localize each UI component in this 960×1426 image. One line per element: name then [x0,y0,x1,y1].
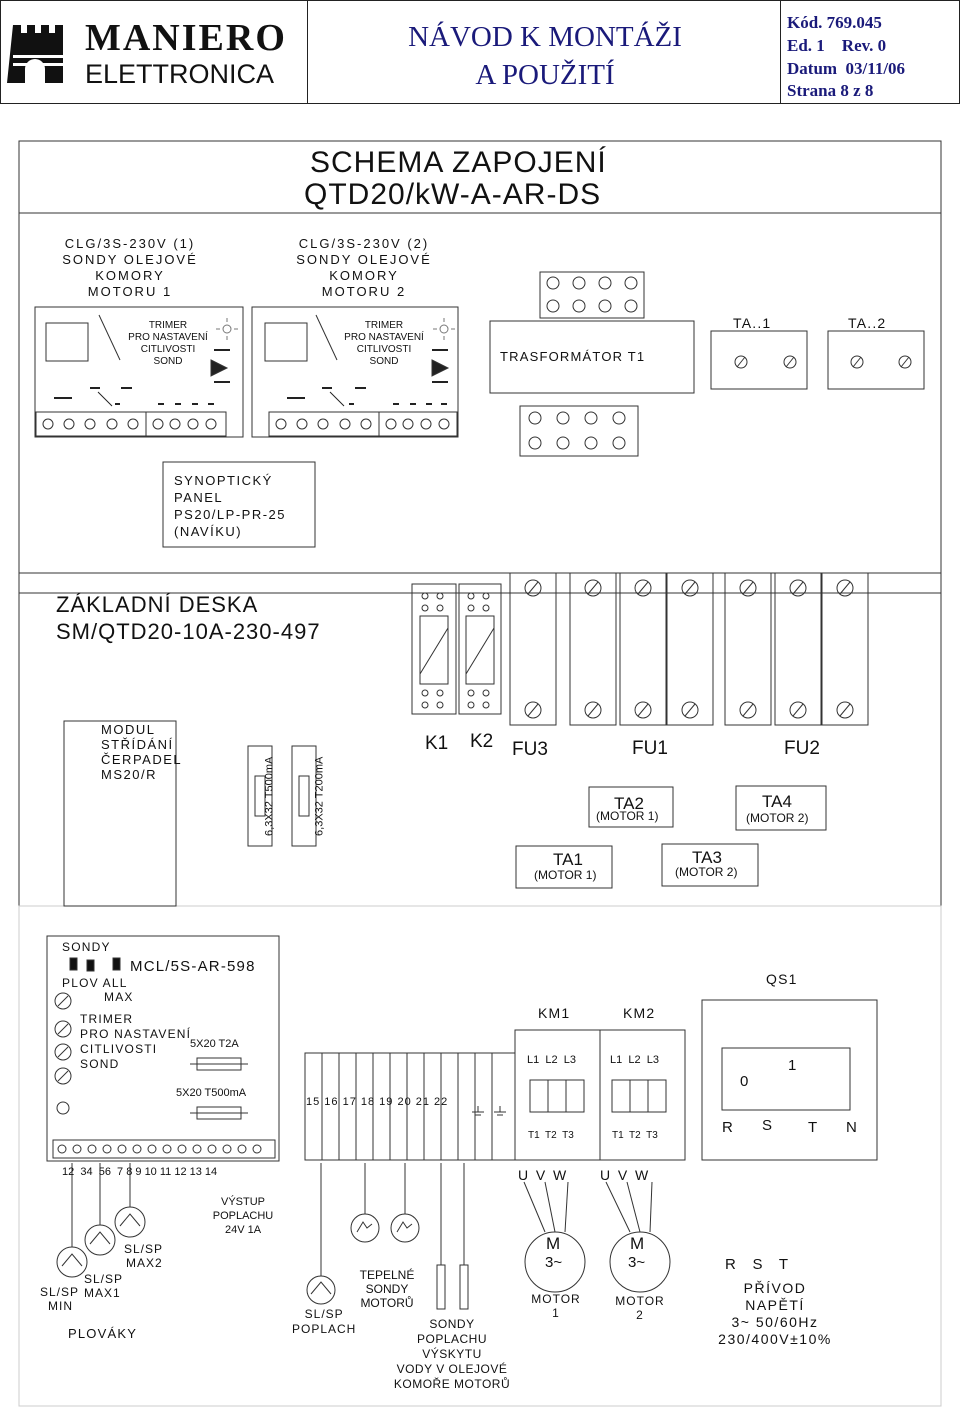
fuse-b-label: 6,3X32 T200mA [313,756,326,836]
km1-bottom-terminals: T1 T2 T3 [528,1130,574,1141]
qs1-pos-0: 0 [740,1073,749,1090]
doc-title-line2: A POUŽITÍ [475,59,615,91]
terminal-strip-numbers: 15 16 17 18 19 20 21 22 [306,1096,449,1108]
synoptic-panel-label: SYNOPTICKÝ PANEL PS20/LP-PR-25 (NAVÍKU) [174,473,286,539]
ta4-name: TA4 [762,792,792,811]
ta3-name: TA3 [692,848,722,867]
motor2-uvw: U V W [600,1167,649,1183]
board-fuses [248,746,316,846]
doc-page: Strana 8 z 8 [787,81,874,100]
floats-label: PLOVÁKY [68,1326,138,1341]
ta-small-1 [711,331,807,389]
mcl-trimmers [55,993,71,1114]
qs1-n: N [846,1119,857,1136]
transformer-label: TRASFORMÁTOR T1 [500,349,646,364]
diagram-subtitle: QTD20/kW-A-AR-DS [304,178,602,211]
alarm-output-label: VÝSTUP POPLACHU 24V 1A [212,1196,274,1236]
ta1-sub: (MOTOR 1) [534,868,597,882]
transformer-terminals [520,277,638,456]
mcl-terminals [53,1140,275,1158]
km1-label: KM1 [538,1005,571,1021]
motor2-m: M [630,1234,645,1253]
motor1-phase: 3~ [545,1254,563,1271]
supply-phases: R S T [725,1256,789,1273]
slsp-max2-label: SL/SP MAX2 [124,1242,164,1270]
qs1-s: S [762,1117,773,1134]
clg1-label: CLG/3S-230V (1) SONDY OLEJOVÉ KOMORY MOTORU 1 [62,236,198,299]
logo-line2: ELETTRONICA [85,59,275,89]
ta-small-1-label: TA..1 [733,315,772,331]
fu3-label: FU3 [512,739,548,760]
doc-title-line1: NÁVOD K MONTÁŽI [408,21,682,53]
motor1-uvw: U V W [518,1167,567,1183]
thermal-probe-icons [351,1163,419,1242]
logo-line1: MANIERO [85,17,287,59]
motor1-m: M [546,1234,561,1253]
oil-probes-label: SONDY POPLACHU VÝSKYTU VODY V OLEJOVÉ KOMOŘE MOTORŮ [393,1317,511,1391]
clg1-trimmer-label: TRIMER PRO NASTAVENÍ CITLIVOSTI SOND [128,320,208,367]
diagram-title: SCHEMA ZAPOJENÍ [310,146,607,179]
motor1-label: MOTOR 1 [531,1292,581,1320]
supply-label: PŘÍVOD NAPĚTÍ 3~ 50/60Hz 230/400V±10% [718,1280,832,1347]
ta-small-2-label: TA..2 [848,315,887,331]
km2-top-terminals: L1 L2 L3 [610,1054,659,1066]
mcl-dip-switches [70,958,120,971]
ta4-sub: (MOTOR 2) [746,811,809,825]
ta3-sub: (MOTOR 2) [675,865,738,879]
mcl-fuse2-label: 5X20 T500mA [176,1087,247,1099]
doc-edition: Ed. 1 Rev. 0 [787,36,887,55]
clg2-trimmer-label: TRIMER PRO NASTAVENÍ CITLIVOSTI SOND [344,320,424,367]
mcl-terminal-numbers: 12 34 56 7 8 9 10 11 12 13 14 [62,1166,218,1178]
slsp-alarm-label: SL/SP POPLACH [292,1307,357,1336]
mcl-plov-all: PLOV ALL [62,976,128,990]
ta1-name: TA1 [553,850,583,869]
mcl-sondy-label: SONDY [62,940,111,954]
doc-code: Kód. 769.045 [787,13,882,32]
clg2-label: CLG/3S-230V (2) SONDY OLEJOVÉ KOMORY MOTORU 2 [296,236,432,299]
mcl-trimmer-label: TRIMER PRO NASTAVENÍ CITLIVOSTI SOND [80,1012,192,1071]
km2-bottom-terminals: T1 T2 T3 [612,1130,658,1141]
fu2-label: FU2 [784,738,820,759]
qs1-label: QS1 [766,971,798,987]
ta2-name: TA2 [614,794,644,813]
k1-label: K1 [425,733,449,754]
slsp-min-label: SL/SP MIN [40,1285,80,1313]
board-label: ZÁKLADNÍ DESKA [56,592,259,617]
qs1-t: T [808,1119,818,1136]
mcl-name: MCL/5S-AR-598 [130,958,256,975]
ta2-sub: (MOTOR 1) [596,809,659,823]
qs1-r: R [722,1119,733,1136]
board-code: SM/QTD20-10A-230-497 [56,619,321,644]
mcl-fuse1-label: 5X20 T2A [190,1038,239,1050]
fuse-holders [510,573,868,725]
module-label: MODUL STŘÍDÁNÍ ČERPADEL MS20/R [101,722,183,782]
mcl-max: MAX [104,990,134,1004]
slsp-max1-label: SL/SP MAX1 [84,1272,124,1300]
relays-k1-k2 [412,584,501,714]
fuse-a-label: 6,3X32 T500mA [263,756,276,836]
ta-small-terminals [735,356,911,368]
km2-label: KM2 [623,1005,656,1021]
thermal-probes-label: TEPELNÉ SONDY MOTORŮ [359,1268,415,1310]
ta-small-2 [828,331,924,389]
qs1-pos-1: 1 [788,1057,797,1074]
fu1-label: FU1 [632,738,668,759]
motor2-phase: 3~ [628,1254,646,1271]
doc-date: Datum 03/11/06 [787,59,906,78]
oil-probe-icons [437,1163,468,1309]
km1-top-terminals: L1 L2 L3 [527,1054,576,1066]
motor2-label: MOTOR 2 [615,1294,665,1322]
clg-terminal-row [36,412,457,436]
k2-label: K2 [470,731,494,752]
